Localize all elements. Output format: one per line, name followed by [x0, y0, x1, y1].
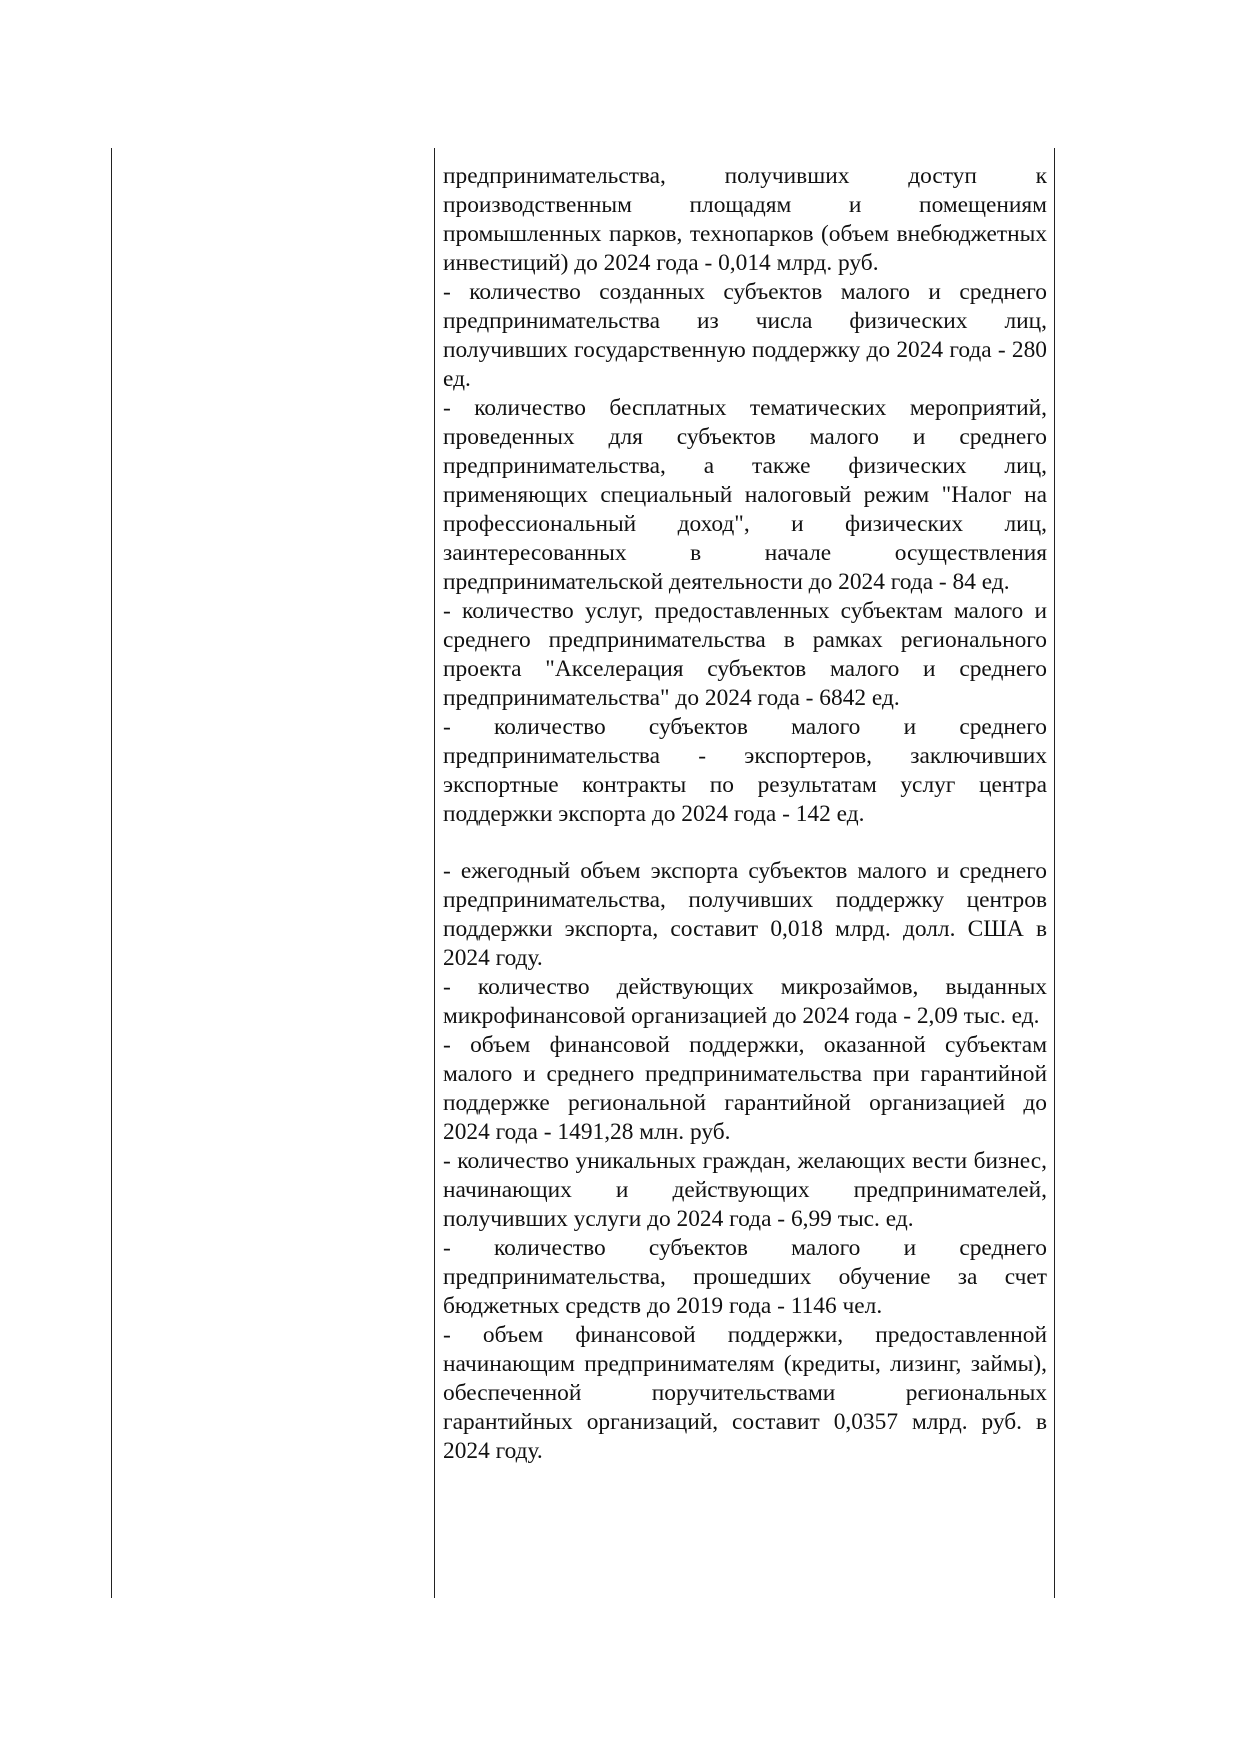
paragraph-group-bottom: [443, 857, 1047, 1466]
paragraph-gap: [443, 829, 1047, 857]
indicator-paragraph: - количество созданных субъектов малого и среднего предпринимательства из числа физических лиц, получивших государственную поддержку до 2024 года - 280 ед.: [443, 279, 1047, 392]
indicator-paragraph: - количество субъектов малого и среднего предпринимательства, прошедших обучение за счет бюджетных средств до 2019 года - 1146 чел.: [443, 1235, 1047, 1319]
indicator-paragraph: - количество субъектов малого и среднего предпринимательства - экспортеров, заключивших экспортные контракты по результатам услуг центра поддержки экспорта до 2024 года - 142 ед.: [443, 714, 1047, 827]
table-border-right: [1054, 148, 1055, 1598]
table-left-cell: [112, 148, 434, 1598]
indicator-paragraph: - количество бесплатных тематических мероприятий, проведенных для субъектов малого и среднего предпринимательства, а также физических лиц, применяющих специальный налоговый режим "Налог на профессиональный доход", и физических лиц, заинтересованных в начале осуществления предпринимательской деятельности до 2024 года - 84 ед.: [443, 395, 1047, 595]
indicator-paragraph: - ежегодный объем экспорта субъектов малого и среднего предпринимательства, получивших поддержку центров поддержки экспорта, составит 0,018 млрд. долл. США в 2024 году.: [443, 858, 1047, 971]
indicator-paragraph: предпринимательства, получивших доступ к производственным площадям и помещениям промышленных парков, технопарков (объем внебюджетных инвестиций) до 2024 года - 0,014 млрд. руб.: [443, 163, 1047, 276]
indicator-paragraph: - количество услуг, предоставленных субъектам малого и среднего предпринимательства в рамках регионального проекта "Акселерация субъектов малого и среднего предпринимательства" до 2024 года - 6842 ед.: [443, 598, 1047, 711]
indicator-paragraph: - количество действующих микрозаймов, выданных микрофинансовой организацией до 2024 года - 2,09 тыс. ед.: [443, 974, 1047, 1029]
table-right-cell: [443, 162, 1047, 1466]
indicator-paragraph: - объем финансовой поддержки, предоставленной начинающим предпринимателям (кредиты, лизинг, займы), обеспеченной поручительствами региональных гарантийных организаций, составит 0,0357 млрд. руб. в 2024 году.: [443, 1322, 1047, 1464]
indicator-paragraph: - количество уникальных граждан, желающих вести бизнес, начинающих и действующих предпринимателей, получивших услуги до 2024 года - 6,99 тыс. ед.: [443, 1148, 1047, 1232]
paragraph-group-top: [443, 162, 1047, 829]
indicator-paragraph: - объем финансовой поддержки, оказанной субъектам малого и среднего предпринимательства при гарантийной поддержке региональной гарантийной организацией до 2024 года - 1491,28 млн. руб.: [443, 1032, 1047, 1145]
table-border-middle: [434, 148, 435, 1598]
